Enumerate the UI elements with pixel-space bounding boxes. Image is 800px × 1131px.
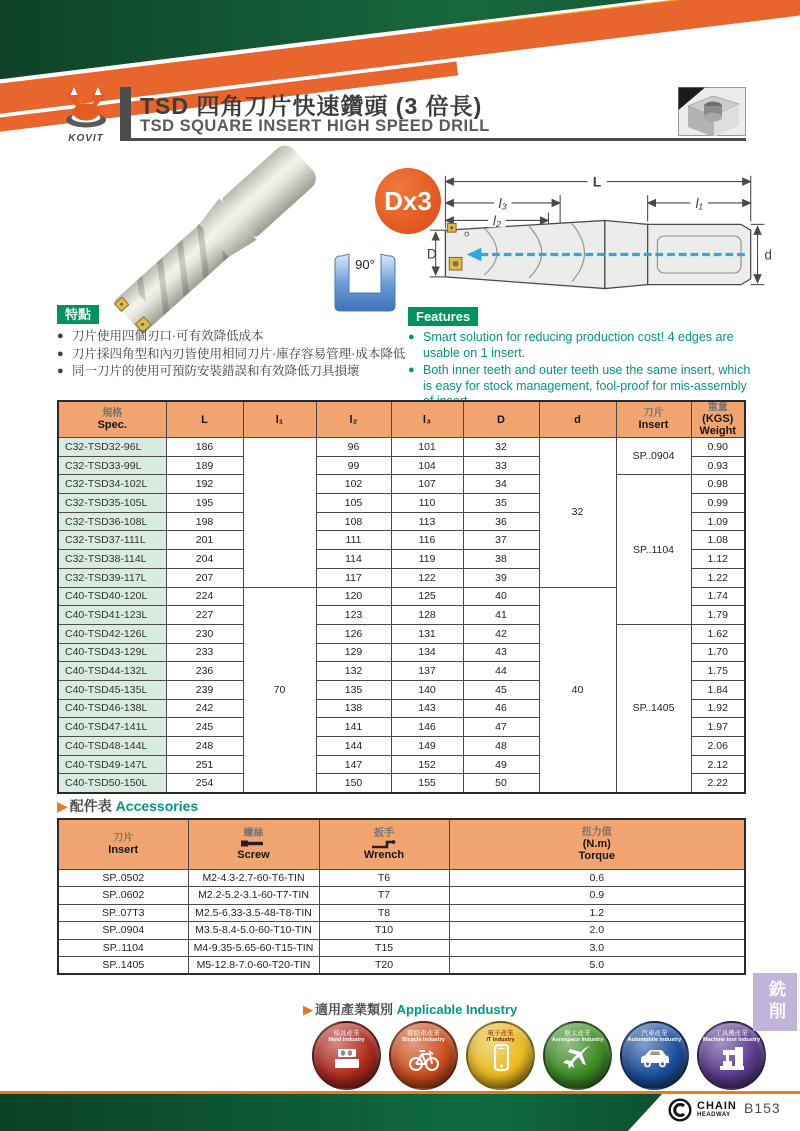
- insert-cell: SP..1405: [616, 624, 691, 792]
- weight-cell: 1.74: [691, 587, 745, 606]
- L-cell: 227: [166, 606, 243, 625]
- l1-cell: [243, 438, 316, 588]
- D-cell: 46: [463, 699, 539, 718]
- D-cell: 40: [463, 587, 539, 606]
- industry-name-en: Aerospace Industry: [551, 1037, 604, 1043]
- insert-cell: SP..0904: [58, 922, 188, 940]
- spec-col-header: l₁: [243, 401, 316, 438]
- spec-name-cell: C32-TSD39-117L: [58, 568, 166, 587]
- accessories-heading: [57, 796, 198, 816]
- industry-heading: [303, 999, 517, 1018]
- dim-l3-label: l₃: [498, 195, 507, 211]
- features-zh-label: 特點: [57, 305, 99, 324]
- spec-row: [58, 475, 745, 494]
- footer-rule: [0, 1091, 800, 1094]
- accessories-heading-en: Accessories: [115, 798, 199, 814]
- weight-cell: 1.70: [691, 643, 745, 662]
- l2-cell: 117: [316, 568, 391, 587]
- weight-cell: 0.93: [691, 456, 745, 475]
- spec-name-cell: C40-TSD42-126L: [58, 624, 166, 643]
- industry-name-zh: 腳踏車產業: [407, 1030, 440, 1037]
- accessory-row: [58, 869, 745, 887]
- dim-l2-label: l₂: [492, 213, 502, 229]
- industry-badge: [312, 1021, 381, 1090]
- industry-name-en: Automobile Industry: [627, 1037, 682, 1043]
- L-cell: 204: [166, 550, 243, 569]
- l1-cell: 70: [243, 587, 316, 793]
- weight-cell: 1.22: [691, 568, 745, 587]
- L-cell: 195: [166, 494, 243, 513]
- l3-cell: 146: [391, 718, 463, 737]
- spec-name-cell: C40-TSD45-135L: [58, 680, 166, 699]
- torque-cell: 1.2: [449, 904, 745, 922]
- spec-name-cell: C40-TSD50-150L: [58, 774, 166, 793]
- l2-cell: 96: [316, 438, 391, 457]
- l3-cell: 125: [391, 587, 463, 606]
- dim-d-label: d: [764, 247, 772, 263]
- weight-cell: 0.99: [691, 494, 745, 513]
- l2-cell: 144: [316, 737, 391, 756]
- D-cell: 42: [463, 624, 539, 643]
- D-cell: 47: [463, 718, 539, 737]
- industry-name-zh: 工具機產業: [715, 1030, 748, 1037]
- industry-badge: [697, 1021, 766, 1090]
- D-cell: 39: [463, 568, 539, 587]
- torque-cell: 0.6: [449, 869, 745, 887]
- wrench-cell: T15: [319, 939, 449, 957]
- weight-cell: 0.90: [691, 438, 745, 457]
- D-cell: 48: [463, 737, 539, 756]
- spec-name-cell: C32-TSD38-114L: [58, 550, 166, 569]
- l2-cell: 147: [316, 755, 391, 774]
- page-number: B153: [744, 1100, 781, 1116]
- wrench-icon: [320, 839, 449, 849]
- industry-heading-zh: 適用產業類別: [315, 1002, 394, 1017]
- l3-cell: 134: [391, 643, 463, 662]
- accessory-row: [58, 904, 745, 922]
- L-cell: 192: [166, 475, 243, 494]
- accessories-col-header: 扭力值 (N.m) Torque: [449, 819, 745, 869]
- feature-item: ● 同一刀片的使用可預防安裝錯誤和有效降低刀具損壞: [57, 363, 407, 380]
- weight-cell: 1.84: [691, 680, 745, 699]
- wrench-cell: T6: [319, 869, 449, 887]
- L-cell: 242: [166, 699, 243, 718]
- weight-cell: 1.79: [691, 606, 745, 625]
- wrench-cell: T10: [319, 922, 449, 940]
- l2-cell: 108: [316, 512, 391, 531]
- l3-cell: 149: [391, 737, 463, 756]
- feature-item: ● 刀片採四角型和內刃皆使用相同刀片·庫存容易管理·成本降低: [57, 346, 407, 363]
- spec-col-header: 規格 Spec.: [58, 401, 166, 438]
- screw-cell: M5-12.8-7.0-60-T20-TIN: [188, 957, 319, 975]
- brand-logo: [56, 86, 116, 142]
- spec-name-cell: C32-TSD33-99L: [58, 456, 166, 475]
- crab-logo-icon: [58, 86, 114, 130]
- spec-col-header: D: [463, 401, 539, 438]
- l3-cell: 116: [391, 531, 463, 550]
- L-cell: 254: [166, 774, 243, 793]
- l2-cell: 114: [316, 550, 391, 569]
- spec-col-header: 刀片 Insert: [616, 401, 691, 438]
- dim-D-label: D: [426, 246, 437, 262]
- weight-cell: 1.92: [691, 699, 745, 718]
- accessories-col-header: 刀片 Insert: [58, 819, 188, 869]
- spec-col-header: d: [539, 401, 616, 438]
- l3-cell: 119: [391, 550, 463, 569]
- l3-cell: 113: [391, 512, 463, 531]
- industry-name-en: IT Industry: [486, 1037, 515, 1043]
- weight-cell: 2.22: [691, 774, 745, 793]
- weight-cell: 1.75: [691, 662, 745, 681]
- industry-name-zh: 航太產業: [564, 1030, 591, 1037]
- l2-cell: 102: [316, 475, 391, 494]
- spec-name-cell: C32-TSD34-102L: [58, 475, 166, 494]
- arrow-icon: ▶: [57, 798, 68, 814]
- features-en-list: [408, 330, 753, 410]
- screw-cell: M2.5-6.33-3.5-48-T8-TIN: [188, 904, 319, 922]
- spec-name-cell: C40-TSD46-138L: [58, 699, 166, 718]
- l3-cell: 140: [391, 680, 463, 699]
- L-cell: 239: [166, 680, 243, 699]
- spec-name-cell: C32-TSD36-108L: [58, 512, 166, 531]
- milling-section-tab: 銑削: [753, 973, 797, 1031]
- L-cell: 201: [166, 531, 243, 550]
- features-zh-list: [57, 328, 407, 380]
- d-cell: 40: [539, 587, 616, 793]
- industry-name-en: Machine tool Industry: [702, 1037, 761, 1043]
- wrench-cell: T8: [319, 904, 449, 922]
- dim-L-label: L: [592, 174, 602, 190]
- brand-name: KOVIT: [68, 133, 104, 144]
- spec-name-cell: C40-TSD40-120L: [58, 587, 166, 606]
- screw-cell: M2.2-5.2-3.1-60-T7-TIN: [188, 887, 319, 905]
- l2-cell: 99: [316, 456, 391, 475]
- spec-col-header: L: [166, 401, 243, 438]
- page-title: TSD 四角刀片快速鑽頭 (3 倍長): [140, 93, 483, 119]
- spec-name-cell: C40-TSD48-144L: [58, 737, 166, 756]
- chain-headway-emblem-icon: [668, 1098, 692, 1122]
- l2-cell: 141: [316, 718, 391, 737]
- industry-name-zh: 電子產業: [487, 1030, 514, 1037]
- D-cell: 49: [463, 755, 539, 774]
- l3-cell: 143: [391, 699, 463, 718]
- l2-cell: 150: [316, 774, 391, 793]
- industry-badges: [312, 1021, 782, 1090]
- insert-cell: SP..07T3: [58, 904, 188, 922]
- spec-name-cell: C40-TSD49-147L: [58, 755, 166, 774]
- insert-cell: SP..1104: [616, 475, 691, 625]
- D-cell: 37: [463, 531, 539, 550]
- features-zh-section: [57, 305, 407, 381]
- angle-label: 90°: [355, 257, 375, 272]
- industry-name-en: Bicycle Industry: [402, 1037, 445, 1043]
- accessory-row: [58, 957, 745, 975]
- l3-cell: 107: [391, 475, 463, 494]
- l3-cell: 101: [391, 438, 463, 457]
- l2-cell: 129: [316, 643, 391, 662]
- title-accent-bar: [120, 87, 131, 138]
- spec-name-cell: C40-TSD41-123L: [58, 606, 166, 625]
- ratio-badge: Dx3: [375, 168, 441, 234]
- accessories-table: [57, 818, 746, 975]
- spec-name-cell: C40-TSD43-129L: [58, 643, 166, 662]
- wrench-cell: T7: [319, 887, 449, 905]
- l2-cell: 111: [316, 531, 391, 550]
- footer-logo-line2: HEADWAY: [697, 1112, 731, 1118]
- l3-cell: 128: [391, 606, 463, 625]
- feature-item: ● Both inner teeth and outer teeth use the same insert, which is easy for stock management, fool-proof for mis-assembly of insert.: [408, 363, 753, 410]
- weight-cell: 1.62: [691, 624, 745, 643]
- spec-table: [57, 400, 746, 794]
- features-en-label: Features: [408, 307, 478, 326]
- spec-col-header: 重量 (KGS) Weight: [691, 401, 745, 438]
- screw-cell: M4-9.35-5.65-60-T15-TIN: [188, 939, 319, 957]
- spec-col-header: l₃: [391, 401, 463, 438]
- industry-heading-en: Applicable Industry: [396, 1002, 518, 1017]
- D-cell: 43: [463, 643, 539, 662]
- arrow-icon: ▶: [303, 1002, 313, 1017]
- torque-cell: 3.0: [449, 939, 745, 957]
- features-en-section: [408, 307, 753, 412]
- D-cell: 36: [463, 512, 539, 531]
- accessory-row: [58, 887, 745, 905]
- insert-cell: SP..1104: [58, 939, 188, 957]
- dim-l1-label: l₁: [695, 195, 703, 211]
- title-rule: [120, 138, 746, 141]
- l3-cell: 152: [391, 755, 463, 774]
- weight-cell: 1.09: [691, 512, 745, 531]
- industry-badge: [389, 1021, 458, 1090]
- L-cell: 189: [166, 456, 243, 475]
- D-cell: 50: [463, 774, 539, 793]
- accessories-col-header: 螺絲 Screw: [188, 819, 319, 869]
- industry-name-zh: 模具產業: [333, 1030, 360, 1037]
- weight-cell: 2.12: [691, 755, 745, 774]
- l2-cell: 135: [316, 680, 391, 699]
- torque-cell: 0.9: [449, 887, 745, 905]
- feature-item: ● Smart solution for reducing production cost! 4 edges are usable on 1 insert.: [408, 330, 753, 361]
- L-cell: 186: [166, 438, 243, 457]
- screw-cell: M3.5-8.4-5.0-60-T10-TIN: [188, 922, 319, 940]
- D-cell: 35: [463, 494, 539, 513]
- flat-bottom-90-icon: [328, 251, 400, 313]
- L-cell: 224: [166, 587, 243, 606]
- L-cell: 248: [166, 737, 243, 756]
- weight-cell: 1.08: [691, 531, 745, 550]
- l3-cell: 122: [391, 568, 463, 587]
- industry-badge: [620, 1021, 689, 1090]
- screw-icon: [189, 839, 319, 849]
- spec-name-cell: C40-TSD44-132L: [58, 662, 166, 681]
- industry-name-en: Mold Industry: [328, 1037, 365, 1043]
- spec-col-header: l₂: [316, 401, 391, 438]
- dimension-diagram: [424, 166, 776, 308]
- l3-cell: 110: [391, 494, 463, 513]
- l2-cell: 120: [316, 587, 391, 606]
- weight-cell: 1.97: [691, 718, 745, 737]
- spec-row: [58, 438, 745, 457]
- torque-cell: 2.0: [449, 922, 745, 940]
- feature-item: ● 刀片使用四個刃口·可有效降低成本: [57, 328, 407, 345]
- l3-cell: 131: [391, 624, 463, 643]
- l3-cell: 104: [391, 456, 463, 475]
- d-cell: 32: [539, 438, 616, 588]
- spec-name-cell: C32-TSD37-111L: [58, 531, 166, 550]
- spec-row: [58, 624, 745, 643]
- L-cell: 251: [166, 755, 243, 774]
- footer-logo: [668, 1098, 737, 1122]
- industry-name-zh: 汽車產業: [641, 1030, 668, 1037]
- D-cell: 38: [463, 550, 539, 569]
- L-cell: 207: [166, 568, 243, 587]
- l2-cell: 105: [316, 494, 391, 513]
- L-cell: 233: [166, 643, 243, 662]
- L-cell: 198: [166, 512, 243, 531]
- spec-name-cell: C32-TSD32-96L: [58, 438, 166, 457]
- D-cell: 41: [463, 606, 539, 625]
- D-cell: 44: [463, 662, 539, 681]
- industry-badge: [466, 1021, 535, 1090]
- weight-cell: 1.12: [691, 550, 745, 569]
- insert-cell: SP..1405: [58, 957, 188, 975]
- torque-cell: 5.0: [449, 957, 745, 975]
- D-cell: 33: [463, 456, 539, 475]
- l3-cell: 137: [391, 662, 463, 681]
- accessories-heading-zh: 配件表: [69, 798, 112, 814]
- weight-cell: 0.98: [691, 475, 745, 494]
- l3-cell: 155: [391, 774, 463, 793]
- L-cell: 230: [166, 624, 243, 643]
- D-cell: 34: [463, 475, 539, 494]
- accessory-row: [58, 922, 745, 940]
- L-cell: 245: [166, 718, 243, 737]
- insert-cell: SP..0904: [616, 438, 691, 475]
- accessories-col-header: 扳手 Wrench: [319, 819, 449, 869]
- D-cell: 45: [463, 680, 539, 699]
- insert-cell: SP..0502: [58, 869, 188, 887]
- l2-cell: 138: [316, 699, 391, 718]
- screw-cell: M2-4.3-2.7-60-T6-TIN: [188, 869, 319, 887]
- l2-cell: 123: [316, 606, 391, 625]
- industry-badge: [543, 1021, 612, 1090]
- D-cell: 32: [463, 438, 539, 457]
- weight-cell: 2.06: [691, 737, 745, 756]
- wrench-cell: T20: [319, 957, 449, 975]
- page-subtitle: TSD SQUARE INSERT HIGH SPEED DRILL: [140, 117, 490, 135]
- drill-hole-icon: [678, 87, 746, 136]
- spec-name-cell: C32-TSD35-105L: [58, 494, 166, 513]
- spec-name-cell: C40-TSD47-141L: [58, 718, 166, 737]
- insert-cell: SP..0602: [58, 887, 188, 905]
- l2-cell: 132: [316, 662, 391, 681]
- accessory-row: [58, 939, 745, 957]
- footer-logo-line1: CHAIN: [697, 1100, 737, 1112]
- l2-cell: 126: [316, 624, 391, 643]
- L-cell: 236: [166, 662, 243, 681]
